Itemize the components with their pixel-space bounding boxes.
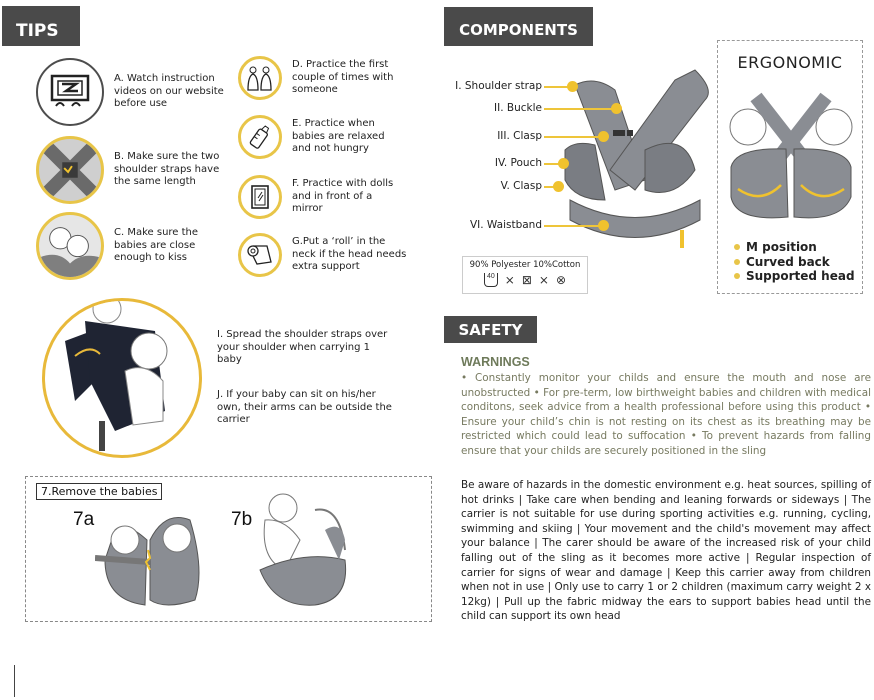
tip-g — [238, 233, 412, 277]
fabric-care-label — [462, 256, 588, 294]
warnings-title: WARNINGS — [461, 355, 530, 369]
warnings-text: • Constantly monitor your childs and ensure the mouth and nose are unobstructed • For pre-term, low birthweight babies and children with medical conditons, seek advice from a health professional before using this product • Ensure your child’s chin is not resting on its chest as its breathing may be restricted which could lead to suffocation • To prevent hazards from falling ensure that your childs are securely positioned in the sling — [461, 372, 871, 457]
towel-roll-icon — [238, 233, 282, 277]
tip-f — [238, 175, 402, 219]
feature-item: Supported head — [734, 269, 855, 284]
bullet-icon — [734, 244, 740, 250]
step-7b-label: 7b — [231, 509, 253, 530]
callout-line — [544, 225, 600, 227]
safety-heading: SAFETY — [444, 316, 537, 343]
tip-d — [238, 56, 402, 100]
mirror-icon — [238, 175, 282, 219]
tip-i-text: I. Spread the shoulder straps over your shoulder when carrying 1 baby — [217, 329, 388, 365]
baby-bottle-icon — [238, 115, 282, 159]
no-iron-icon: ⨯ — [538, 273, 549, 287]
monitor-icon — [36, 58, 104, 126]
feature-item: Curved back — [734, 255, 855, 270]
component-label-buckle: II. Buckle — [494, 102, 542, 114]
baby-carrier-illustration — [555, 60, 715, 250]
remove-babies-label: 7.Remove the babies — [36, 483, 162, 500]
tip-f-text: F. Practice with dolls and in front of a mirror — [292, 178, 394, 215]
component-label-pouch: IV. Pouch — [494, 157, 542, 169]
tips-heading: TIPS — [2, 6, 80, 46]
tip-c-text: C. Make sure the babies are close enough to kiss — [114, 227, 199, 264]
tip-g-text: G.Put a ‘roll’ in the neck if the head needs extra support — [292, 236, 407, 273]
babies-close-icon — [36, 212, 104, 280]
safety-body-text: Be aware of hazards in the domestic environment e.g. heat sources, spilling of hot drinks | Take care when bending and leaning forwards or sideways | The carrier is not suitable for use during sporting activities e.g. running, cycling, swimming and skiing | Your movement and the child's movement may affect your balance | The carer should be aware of the increased risk of your child falling out of the sling as it becomes more active | Regular inspection of carrier for signs of wear and damage | Keep this carrier away from children when not in use | Only use to carry 1 or 2 children (maximum carry weight 2 x 12kg) | Pull up the fabric midway the ears to support babies head until the child can support its own head — [461, 479, 871, 623]
tip-b-text: B. Make sure the two shoulder straps have the same length — [114, 151, 220, 188]
component-label-clasp: III. Clasp — [497, 130, 542, 142]
callout-line — [544, 108, 614, 110]
callout-dot-icon — [567, 81, 578, 92]
tip-e — [238, 115, 402, 159]
component-label-clasp-2: V. Clasp — [500, 180, 542, 192]
ergonomic-features — [734, 240, 855, 284]
bullet-icon — [734, 273, 740, 279]
bullet-icon — [734, 259, 740, 265]
no-tumble-dry-icon: ⊠ — [521, 273, 532, 287]
tip-d-text: D. Practice the first couple of times with someone — [292, 59, 394, 96]
no-dry-clean-icon: ⊗ — [555, 273, 567, 287]
component-label-shoulder-strap: I. Shoulder strap — [455, 80, 542, 92]
remove-7b-illustration — [245, 490, 355, 618]
tip-e-text: E. Practice when babies are relaxed and not hungry — [292, 118, 385, 155]
tip-b — [36, 136, 224, 204]
page-edge-mark — [14, 665, 15, 697]
components-heading: COMPONENTS — [444, 7, 593, 46]
tip-c — [36, 212, 224, 280]
no-bleach-icon: ⨯ — [504, 273, 515, 287]
ergonomic-title: ERGONOMIC — [737, 53, 843, 72]
tip-a-text: A. Watch instruction videos on our website before use — [114, 73, 224, 110]
callout-dot-icon — [598, 220, 609, 231]
wash-40-icon: 40 — [484, 273, 498, 287]
callout-dot-icon — [553, 181, 564, 192]
feature-item: M position — [734, 240, 855, 255]
crossed-straps-icon — [36, 136, 104, 204]
fabric-composition: 90% Polyester 10%Cotton — [469, 260, 581, 270]
callout-dot-icon — [558, 158, 569, 169]
two-people-icon — [238, 56, 282, 100]
component-label-waistband: VI. Waistband — [469, 219, 542, 231]
care-symbols — [463, 273, 587, 287]
tip-j-text: J. If your baby can sit on his/her own, their arms can be outside the carrier — [217, 389, 392, 425]
callout-line — [544, 136, 600, 138]
remove-7a-illustration — [95, 500, 205, 618]
ergonomic-panel — [717, 40, 863, 294]
callout-dot-icon — [611, 103, 622, 114]
callout-dot-icon — [598, 131, 609, 142]
single-baby-illustration — [42, 298, 202, 458]
step-7a-label: 7a — [73, 509, 95, 530]
ergonomic-illustration — [726, 87, 856, 237]
tip-a — [36, 58, 224, 126]
